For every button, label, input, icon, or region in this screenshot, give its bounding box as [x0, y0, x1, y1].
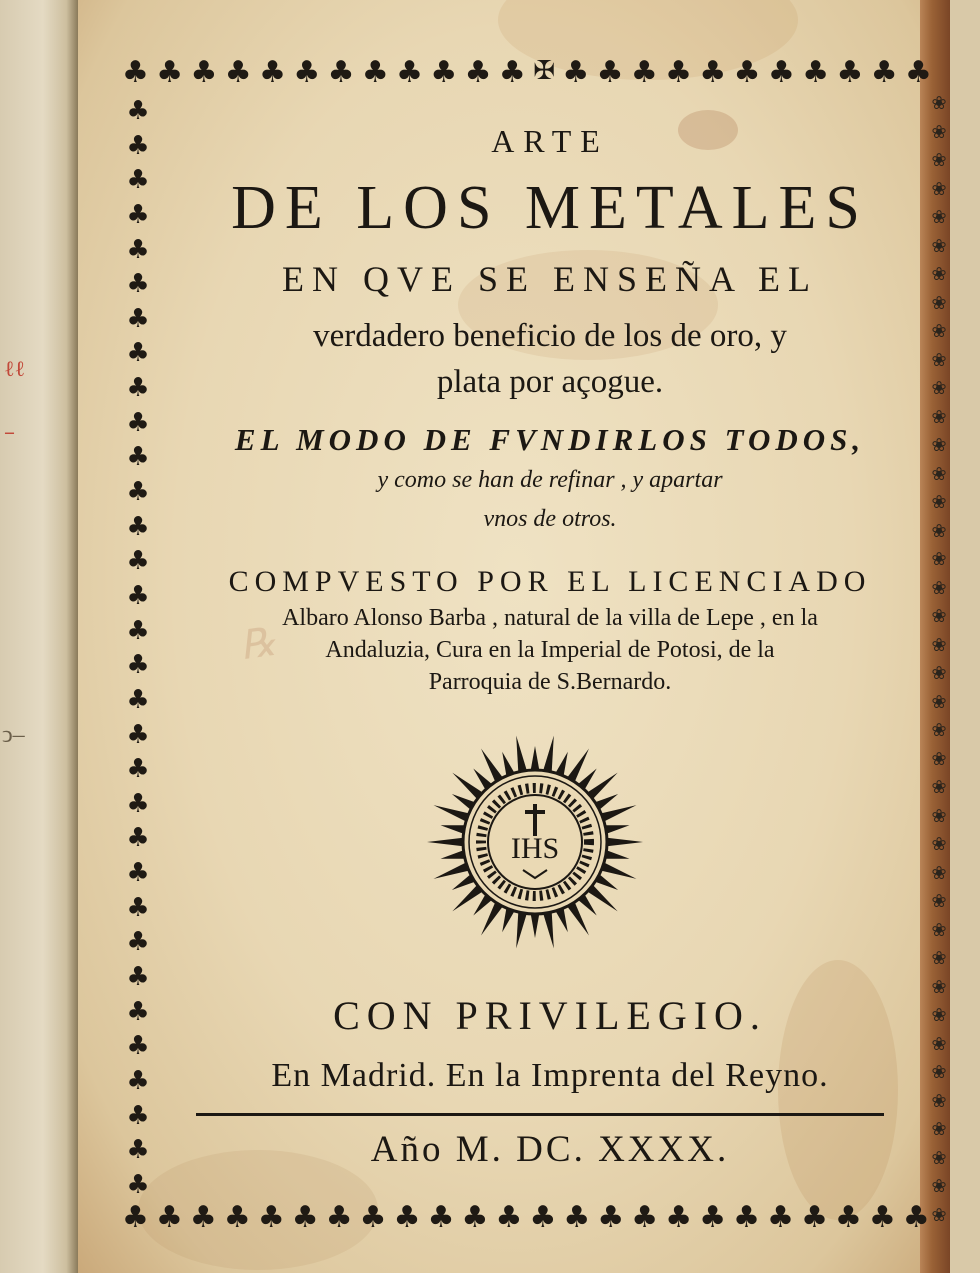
border-top: ♣ ♣ ♣ ♣ ♣ ♣ ♣ ♣ ♣ ♣ ♣ ♣ ✠ ♣ ♣ ♣ ♣ ♣ ♣ ♣ ♣ ♣ ♣ ♣ — [122, 55, 932, 90]
emblem-ray — [481, 749, 503, 782]
emblem-ray — [531, 914, 540, 938]
subtitle-line-3: vnos de otros. — [483, 506, 617, 532]
author-line-1: COMPVESTO POR EL LICENCIADO — [228, 565, 872, 598]
ihs-emblem-icon — [425, 732, 645, 952]
emblem-ray — [434, 863, 469, 879]
title-line-1: ARTE — [491, 123, 609, 159]
subtitle-line-1: EL MODO DE FVNDIRLOS TODOS, — [234, 422, 866, 457]
emblem-ray — [516, 912, 527, 948]
privilege-line: CON PRIVILEGIO. — [333, 993, 767, 1038]
divider-rule — [196, 1113, 884, 1116]
emblem-ray — [531, 746, 540, 770]
emblem-ray — [601, 863, 636, 879]
title-line-3: EN QVE SE ENSEÑA EL — [282, 259, 818, 299]
subtitle-line-2: y como se han de refinar , y apartar — [377, 467, 723, 493]
title-line-5: plata por açogue. — [436, 364, 664, 400]
title-line-2: DE LOS METALES — [231, 174, 869, 242]
emblem-ray — [441, 850, 466, 859]
author-line-4: Parroquia de S.Bernardo. — [428, 669, 672, 695]
emblem-ray — [516, 736, 527, 772]
border-right: ❀ ❀ ❀ ❀ ❀ ❀ ❀ ❀ ❀ ❀ ❀ ❀ ❀ ❀ ❀ ❀ ❀ ❀ ❀ ❀ ❀ ❀ ❀ ❀ ❀ ❀ ❀ ❀ ❀ ❀ ❀ ❀ ❀ ❀ ❀ ❀ ❀ ❀ ❀ ❀ — [931, 93, 947, 1226]
border-bottom: ♣ ♣ ♣ ♣ ♣ ♣ ♣ ♣ ♣ ♣ ♣ ♣ ♣ ♣ ♣ ♣ ♣ ♣ ♣ ♣ ♣ ♣ ♣ ♣ — [122, 1200, 930, 1235]
red-ink-mark: ℓℓ — [4, 357, 26, 382]
show-through-script: ℞ — [237, 618, 279, 669]
emblem-ray — [434, 805, 469, 821]
imprint-line: En Madrid. En la Imprenta del Reyno. — [271, 1057, 829, 1094]
red-ink-dash: – — [4, 420, 15, 445]
title-line-4: verdadero beneficio de los de oro, y — [313, 318, 787, 354]
emblem-ray — [441, 825, 466, 834]
emblem-ray — [605, 850, 630, 859]
emblem-ray — [543, 912, 554, 948]
author-line-3: Andaluzia, Cura en la Imperial de Potosi, de la — [325, 637, 775, 663]
border-left: ♣ ♣ ♣ ♣ ♣ ♣ ♣ ♣ ♣ ♣ ♣ ♣ ♣ ♣ ♣ ♣ ♣ ♣ ♣ ♣ ♣ ♣ ♣ ♣ ♣ ♣ ♣ ♣ ♣ ♣ ♣ ♣ — [126, 96, 150, 1200]
emblem-ray — [607, 838, 643, 847]
ihs-text: IHS — [510, 832, 560, 865]
facing-page — [0, 0, 78, 1273]
emblem-ray — [605, 825, 630, 834]
emblem-ray — [427, 838, 463, 847]
emblem-ray — [567, 749, 589, 782]
emblem-ray — [481, 902, 503, 935]
author-line-2: Albaro Alonso Barba , natural de la villa de Lepe , en la — [282, 605, 818, 631]
emblem-ray — [601, 805, 636, 821]
ink-scribble: ↄ– — [2, 722, 25, 748]
emblem-ray — [543, 736, 554, 772]
year-line: Año M. DC. XXXX. — [370, 1129, 730, 1170]
emblem-ray — [567, 902, 589, 935]
